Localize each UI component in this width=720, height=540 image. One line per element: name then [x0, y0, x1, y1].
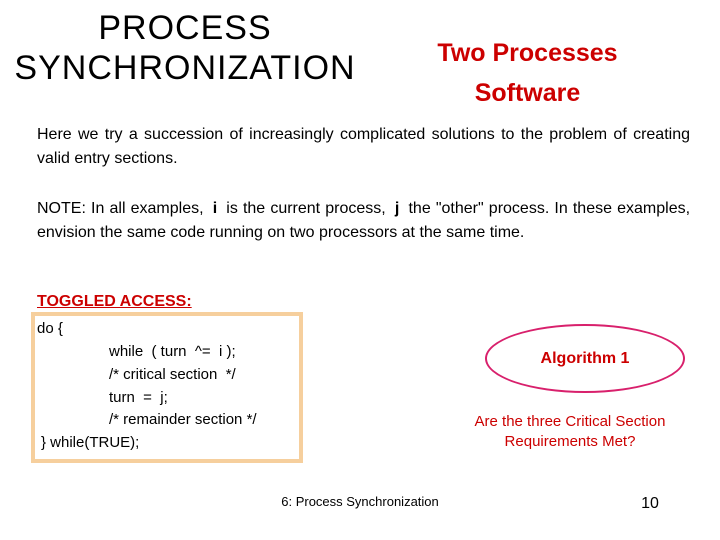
- code-box: [31, 312, 303, 463]
- note-var-j: j: [394, 200, 400, 217]
- slide-footer: 6: Process Synchronization: [281, 494, 439, 509]
- code-line: while ( turn ^= i );: [109, 343, 236, 360]
- code-line: do {: [37, 320, 63, 337]
- subtitle-line-1: Two Processes: [437, 39, 618, 67]
- subtitle-line-2: Software: [474, 79, 581, 107]
- slide-subtitle: [405, 33, 650, 113]
- algorithm-label: Algorithm 1: [540, 349, 630, 367]
- intro-paragraph: Here we try a succession of increasingly complicated solutions to the problem of creating valid entry sections.: [37, 126, 690, 167]
- page-number: 10: [641, 495, 659, 512]
- note-paragraph: [37, 197, 690, 245]
- code-line: turn = j;: [109, 389, 168, 406]
- code-line: /* remainder section */: [109, 411, 257, 428]
- code-line: /* critical section */: [109, 366, 236, 383]
- slide-title: PROCESS SYNCHRONIZATION: [14, 9, 356, 87]
- note-middle: is the current process,: [226, 200, 386, 217]
- requirements-question: Are the three Critical Section Requirements Met?: [474, 413, 666, 450]
- note-prefix: NOTE: In all examples,: [37, 200, 204, 217]
- code-line: } while(TRUE);: [41, 434, 140, 451]
- note-suffix: the "other" process. In these examples, envision the same code running on two processors at the same time.: [37, 200, 691, 241]
- code-label: TOGGLED ACCESS:: [37, 293, 192, 310]
- note-var-i: i: [212, 200, 218, 217]
- algorithm-oval: [485, 324, 685, 393]
